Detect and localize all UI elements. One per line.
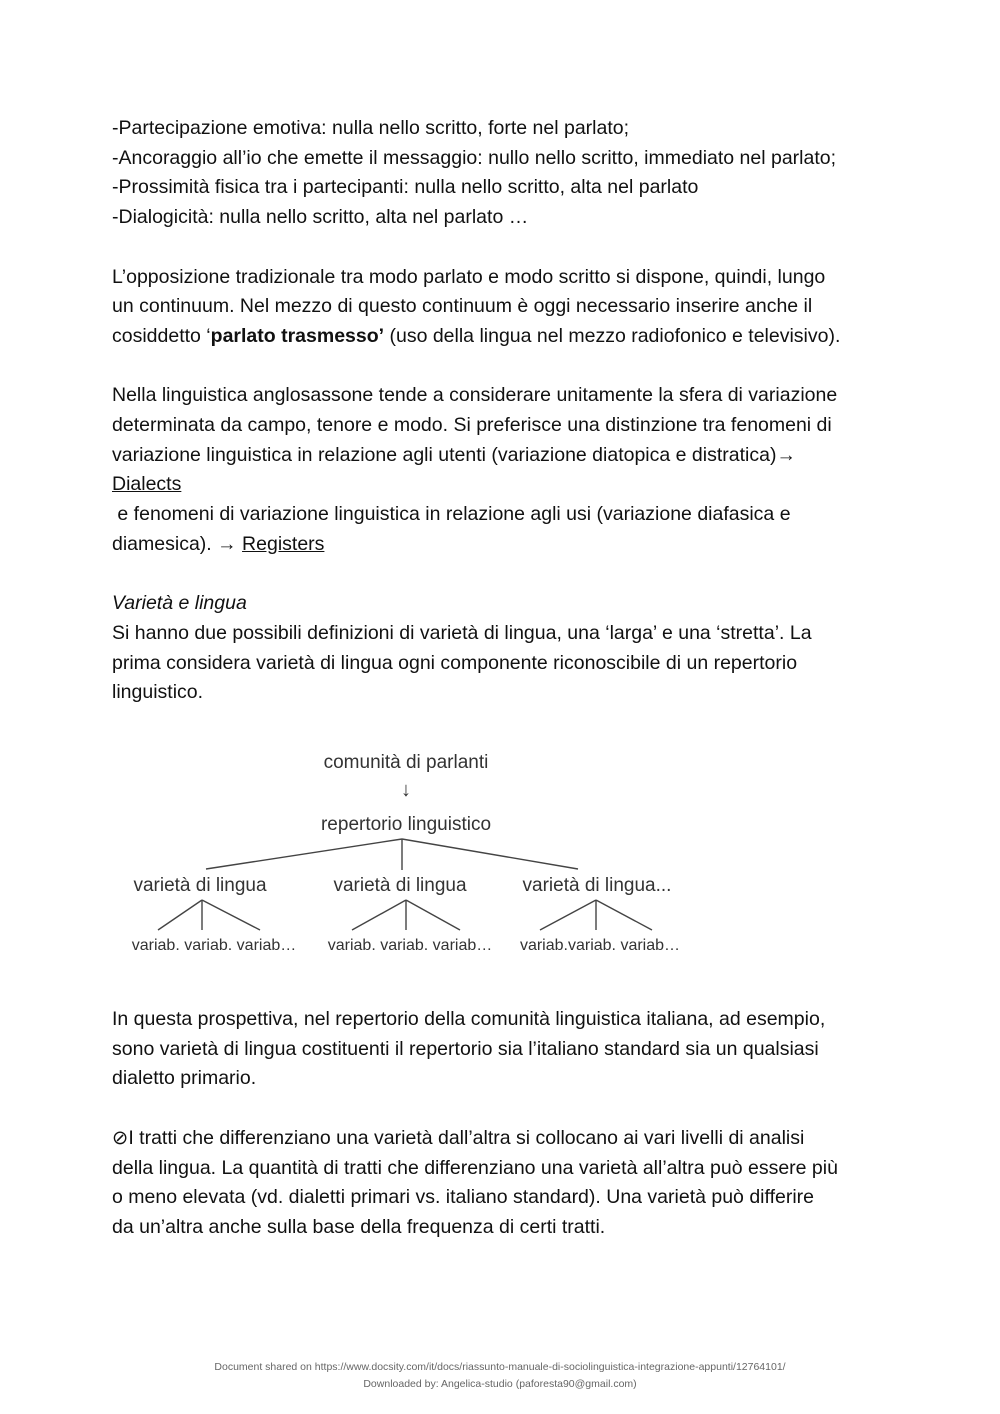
paragraph-line: L’opposizione tradizionale tra modo parlato e modo scritto si dispone, quindi, lungo — [112, 265, 826, 288]
right-arrow-icon: → — [217, 532, 243, 555]
variety-node: varietà di lingua — [133, 875, 267, 896]
footer-shared-line: Document shared on https://www.docsity.com/it/docs/riassunto-manuale-di-sociolinguistica-integrazione-appunti/12764101/ — [214, 1361, 786, 1373]
list-item: -Prossimità fisica tra i partecipanti: nulla nello scritto, alta nel parlato — [112, 176, 699, 199]
variety-tree-diagram — [110, 742, 710, 964]
paragraph-line — [112, 470, 902, 500]
paragraph-line: In questa prospettiva, nel repertorio della comunità linguistica italiana, ad esempio, — [112, 1008, 826, 1031]
paragraph-line: un continuum. Nel mezzo di questo continuum è oggi necessario inserire anche il — [112, 295, 813, 318]
paragraph-line: da un’altra anche sulla base della frequenza di certi tratti. — [112, 1215, 606, 1238]
paragraph-line: sono varietà di lingua costituenti il repertorio sia l’italiano standard sia un qualsiasi — [112, 1037, 819, 1060]
variety-node: varietà di lingua... — [522, 875, 672, 896]
paragraph-line: diamesica). → Registers — [112, 532, 325, 555]
variable-leaves: variab. variab. variab… — [131, 937, 297, 954]
list-item: -Dialogicità: nulla nello scritto, alta nel parlato … — [112, 206, 529, 229]
list-item: -Ancoraggio all’io che emette il messaggio: nullo nello scritto, immediato nel parlato; — [112, 146, 837, 169]
diagram-middle-node: repertorio linguistico — [320, 814, 492, 835]
bold-term: parlato trasmesso’ — [210, 324, 385, 347]
paragraph-line: linguistico. — [112, 681, 204, 704]
paragraph-line: variazione linguistica in relazione agli utenti (variazione diatopica e distratica)→ — [112, 443, 796, 466]
right-arrow-icon: → — [776, 443, 796, 466]
paragraph-line: e fenomeni di variazione linguistica in relazione agli usi (variazione diafasica e — [112, 503, 791, 526]
paragraph-line: prima considera varietà di lingua ogni componente riconoscibile di un repertorio — [112, 651, 798, 674]
variable-leaves: variab. variab. variab… — [327, 937, 493, 954]
diagram-top-node: comunità di parlanti — [323, 752, 489, 773]
section-title: Varietà e lingua — [112, 592, 247, 615]
registers-link[interactable]: Registers — [242, 532, 325, 555]
list-item: -Partecipazione emotiva: nulla nello scritto, forte nel parlato; — [112, 117, 630, 139]
dialects-link[interactable]: Dialects — [112, 473, 182, 496]
variety-node: varietà di lingua — [333, 875, 467, 896]
paragraph-line: della lingua. La quantità di tratti che differenziano una varietà all’altra può essere più — [112, 1156, 838, 1179]
variable-leaves: variab.variab. variab… — [519, 937, 681, 954]
paragraph-line: determinata da campo, tenore e modo. Si preferisce una distinzione tra fenomeni di — [112, 414, 832, 436]
down-arrow-icon: ↓ — [401, 779, 411, 801]
paragraph-line: ⊘I tratti che differenziano una varietà dall’altra si collocano ai vari livelli di analisi — [112, 1126, 805, 1149]
paragraph-line: o meno elevata (vd. dialetti primari vs. italiano standard). Una varietà può differire — [112, 1186, 814, 1209]
paragraph-line: Nella linguistica anglosassone tende a considerare unitamente la sfera di variazione — [112, 384, 838, 407]
footer-downloaded-line: Downloaded by: Angelica-studio (paforesta90@gmail.com) — [363, 1378, 637, 1390]
paragraph-line: dialetto primario. — [112, 1067, 257, 1090]
document-body — [112, 114, 902, 1243]
paragraph-line: cosiddetto ‘parlato trasmesso’ (uso della lingua nel mezzo radiofonico e televisivo). — [112, 324, 841, 347]
paragraph-line: Si hanno due possibili definizioni di varietà di lingua, una ‘larga’ e una ‘stretta’. La — [112, 621, 812, 644]
